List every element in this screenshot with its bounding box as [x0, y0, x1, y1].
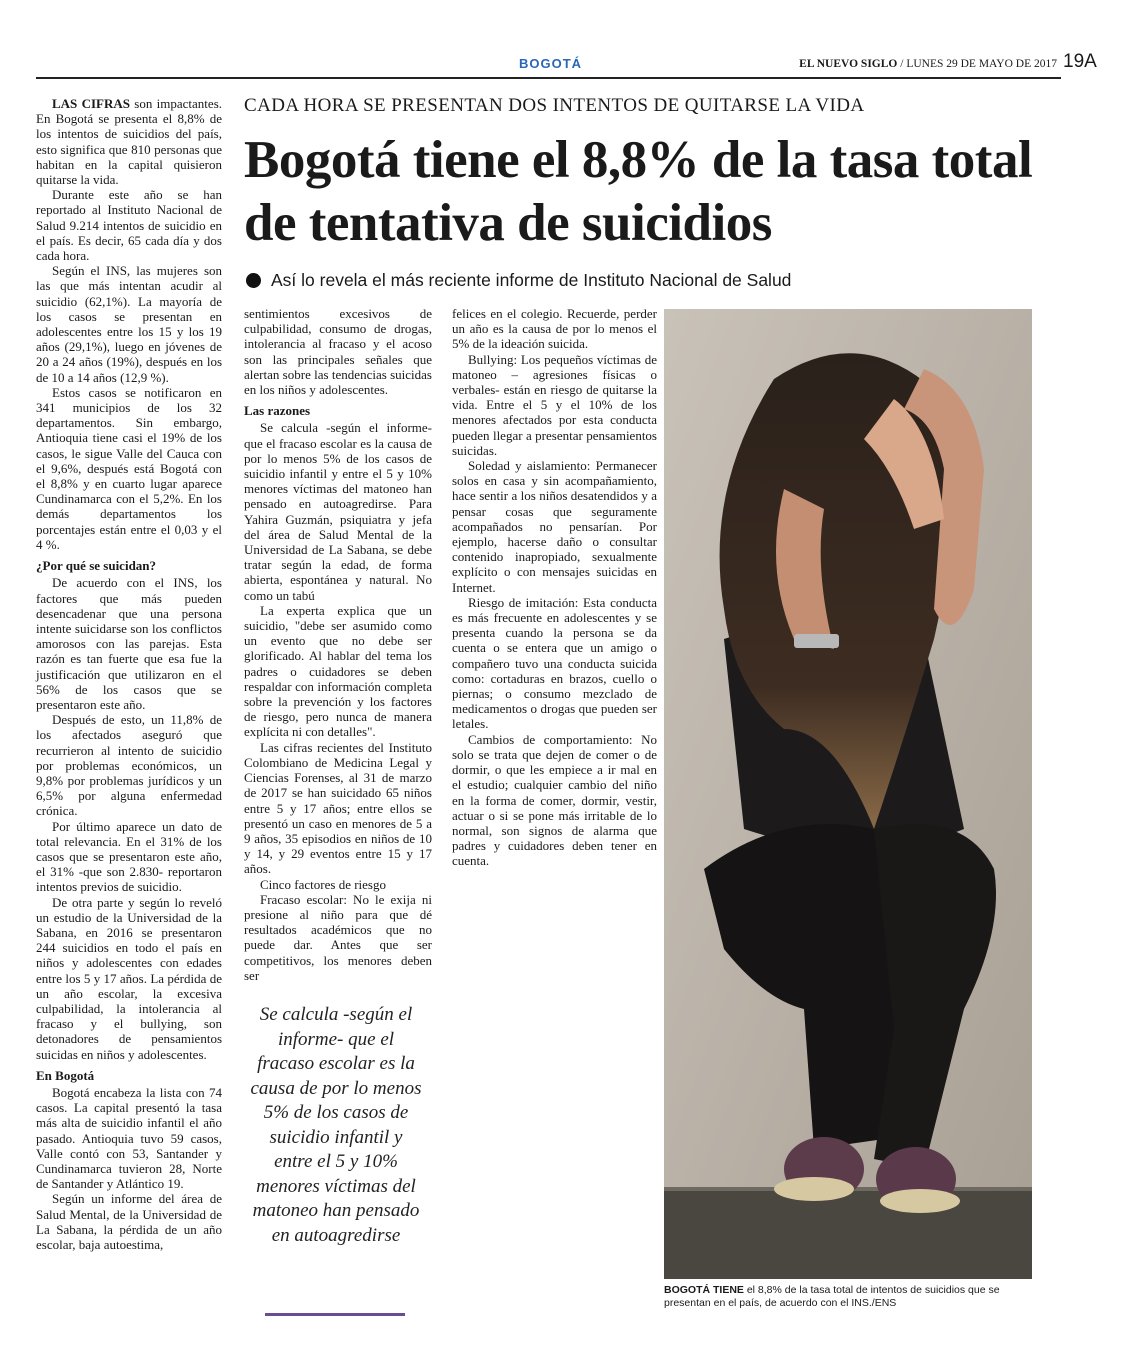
- paragraph: De otra parte y según lo reveló un estudio de la Universidad de la Sabana, en 2016 se presentaron 244 suicidios en todo el país en niños y adolescentes con edades entre los 5 y 17 años. La pérdida de un año escolar, la excesiva culpabilidad, la intolerancia al fracaso y el bullying, son detonadores de pensamientos suicidas en niños y adolescentes.: [36, 894, 222, 1062]
- pull-quote: Se calcula -según el informe- que el fracaso escolar es la causa de por lo menos 5% de los casos de suicidio infantil y entre el 5 y 10% menores víctimas del matoneo han pensado en autoagredirse: [250, 1004, 422, 1246]
- page-number: 19A: [1063, 51, 1097, 72]
- issue-date: / LUNES 29 DE MAYO DE 2017: [897, 58, 1057, 70]
- paragraph: sentimientos excesivos de culpabilidad, consumo de drogas, intolerancia al fracaso y el acoso son las principales señales que alertan sobre las tendencias suicidas en los niños y adolescentes.: [244, 306, 432, 398]
- paragraph: Bullying: Los pequeños víctimas de matoneo – agresiones físicas o verbales- están en riesgo de quitarse la vida. Entre el 5 y el 10% de los menores afectados por esta conducta pueden llegar a presentar pensamientos suicidas.: [452, 351, 657, 458]
- paragraph: Riesgo de imitación: Esta conducta es más frecuente en adolescentes y se presenta cuando la persona se da cuenta o se entera que un amigo o compañero tuvo una conducta suicida como: cortaduras en brazos, cuello o piernas; o consumo mezclado de medicamentos o drogas que pueden ser letales.: [452, 594, 657, 732]
- caption-lead: BOGOTÁ TIENE: [664, 1284, 744, 1296]
- paragraph: Cinco factores de riesgo: [260, 876, 386, 892]
- paragraph: Según el INS, las mujeres son las que más intentan acudir al suicidio (62,1%). La mayoría de los casos se presentan en adolescentes entre los 15 y los 19 años (29,1%), luego en jóvenes de 20 a 24 años (19%), después en los de 10 a 14 años (12,9 %).: [36, 263, 222, 385]
- paragraph: Durante este año se han reportado al Instituto Nacional de Salud 9.214 intentos de suicidio en el país. Es decir, 65 cada día y dos cada hora.: [36, 187, 222, 264]
- subheading: Las razones: [244, 403, 311, 419]
- newspaper-name: EL NUEVO SIGLO: [799, 58, 898, 70]
- subhead-text: Así lo revela el más reciente informe de Instituto Nacional de Salud: [271, 270, 792, 290]
- column-1: [36, 96, 222, 1252]
- paragraph: Según un informe del área de Salud Mental, de la Universidad de La Sabana, la pérdida de un año escolar, baja autoestima,: [36, 1191, 222, 1253]
- bullet-icon: [246, 273, 261, 288]
- paragraph: Cambios de comportamiento: No solo se trata que dejen de comer o de dormir, o que les empiece a ir mal en el estudio; cualquier cambio del niño en la forma de comer, dormir, vestir, actuar o si se pone más irritable de lo normal, son signos de alarma que padres y cuidadores deben tener en cuenta.: [452, 731, 657, 869]
- column-3: [452, 306, 657, 869]
- section-label: BOGOTÁ: [519, 56, 583, 71]
- paragraph: Fracaso escolar: No le exija ni presione al niño para que dé resultados académicos que no puede dar. Antes que ser competitivos, los menores deben ser: [244, 891, 432, 983]
- kicker: CADA HORA SE PRESENTAN DOS INTENTOS DE QUITARSE LA VIDA: [244, 95, 865, 116]
- headline: Bogotá tiene el 8,8% de la tasa total de tentativa de suicidios: [244, 131, 1033, 252]
- lead-in: LAS CIFRAS: [52, 96, 130, 111]
- paragraph: Bogotá encabeza la lista con 74 casos. La capital presentó la tasa más alta de suicidio infantil el año pasado. Antioquia tuvo 59 casos, Valle contó con 53, Santander y Cundinamarca tuvieron 28, Norte de Santander y Atlántico 19.: [36, 1085, 222, 1192]
- paragraph: Soledad y aislamiento: Permanecer solos en casa y sin acompañamiento, hace sentir a los niños desatendidos y a pensar cosas que seguramente acompañados no pensarían. Por ejemplo, hacerse daño o consultar contenido inapropiado, sexualmente explícito o con mensajes suicidas en Internet.: [452, 458, 657, 595]
- column-2: [244, 306, 432, 983]
- paragraph: felices en el colegio. Recuerde, perder un año es la causa de por lo menos el 5% de la ideación suicida.: [452, 306, 657, 352]
- paragraph: LAS CIFRAS son impactantes. En Bogotá se presenta el 8,8% de los intentos de suicidios del país, esto significa que 810 personas que habitan en la capital quisieron quitarse la vida.: [36, 96, 222, 188]
- paragraph: Se calcula -según el informe- que el fracaso escolar es la causa de por lo menos 5% de los casos de suicidio infantil y entre el 5 y 10% menores víctimas del matoneo han pensado en autoagredirse. Para Yahira Guzmán, psiquiatra y jefa del área de Salud Mental de la Universidad de La Sabana, se debe tratar según la edad, de forma abierta, espontánea y natural. No como un tabú: [244, 420, 432, 603]
- photo-illustration: [664, 309, 1032, 1279]
- pull-quote-rule: [265, 1313, 405, 1316]
- paragraph: Por último aparece un dato de total relevancia. En el 31% de los casos que se presentaron este año, el 31% -que son 2.830- reportaron intentos previos de suicidio.: [36, 818, 222, 895]
- paragraph: Las cifras recientes del Instituto Colombiano de Medicina Legal y Ciencias Forenses, al 31 de marzo de 2017 se han suicidado 65 niños entre 5 y 17 años; entre ellos se presentó un caso en menores de 5 a 9 años, 35 episodios en niños de 10 y 14, y 29 eventos entre 15 y 17 años.: [244, 739, 432, 877]
- masthead: [799, 58, 1057, 70]
- paragraph: La experta explica que un suicidio, "debe ser asumido como un evento que no debe ser glorificado. Al hablar del tema los padres o cuidadores se deben respaldar con información completa sobre la prevención y los factores de riesgo, pero nunca de manera explícita ni con detalles".: [244, 602, 432, 740]
- paragraph: Estos casos se notificaron en 341 municipios de los 32 departamentos. Sin embargo, Antioquia tiene casi el 19% de los casos, le sigue Valle del Cauca con el 9,6%, después está Bogotá con el 8,8% y en cuarto lugar aparece Cundinamarca con el 5,2%. En los demás departamentos los porcentajes están entre el 0,03 y el 4 %.: [36, 384, 222, 552]
- subhead: [246, 270, 791, 291]
- header-rule: [36, 77, 1061, 79]
- paragraph: De acuerdo con el INS, los factores que más pueden desencadenar que una persona intente suicidarse son los conflictos amorosos con las parejas. Esta razón es tan fuerte que esa fue la justificación que utilizaron en el 56% de los casos que se presentaron este año.: [36, 575, 222, 712]
- subheading: ¿Por qué se suicidan?: [36, 558, 157, 574]
- article-photo: [664, 309, 1032, 1279]
- paragraph: Después de esto, un 11,8% de los afectados aseguró que recurrieron al intento de suicidio por problemas económicos, un 9,8% por problemas jurídicos y un 6,5% por alguna enfermedad crónica.: [36, 712, 222, 819]
- subheading: En Bogotá: [36, 1067, 95, 1083]
- caption-text: el 8,8% de la tasa total de intentos de suicidios que se presentan en el país, de acuerdo con el INS./ENS: [664, 1284, 1000, 1309]
- photo-caption: [664, 1284, 1044, 1310]
